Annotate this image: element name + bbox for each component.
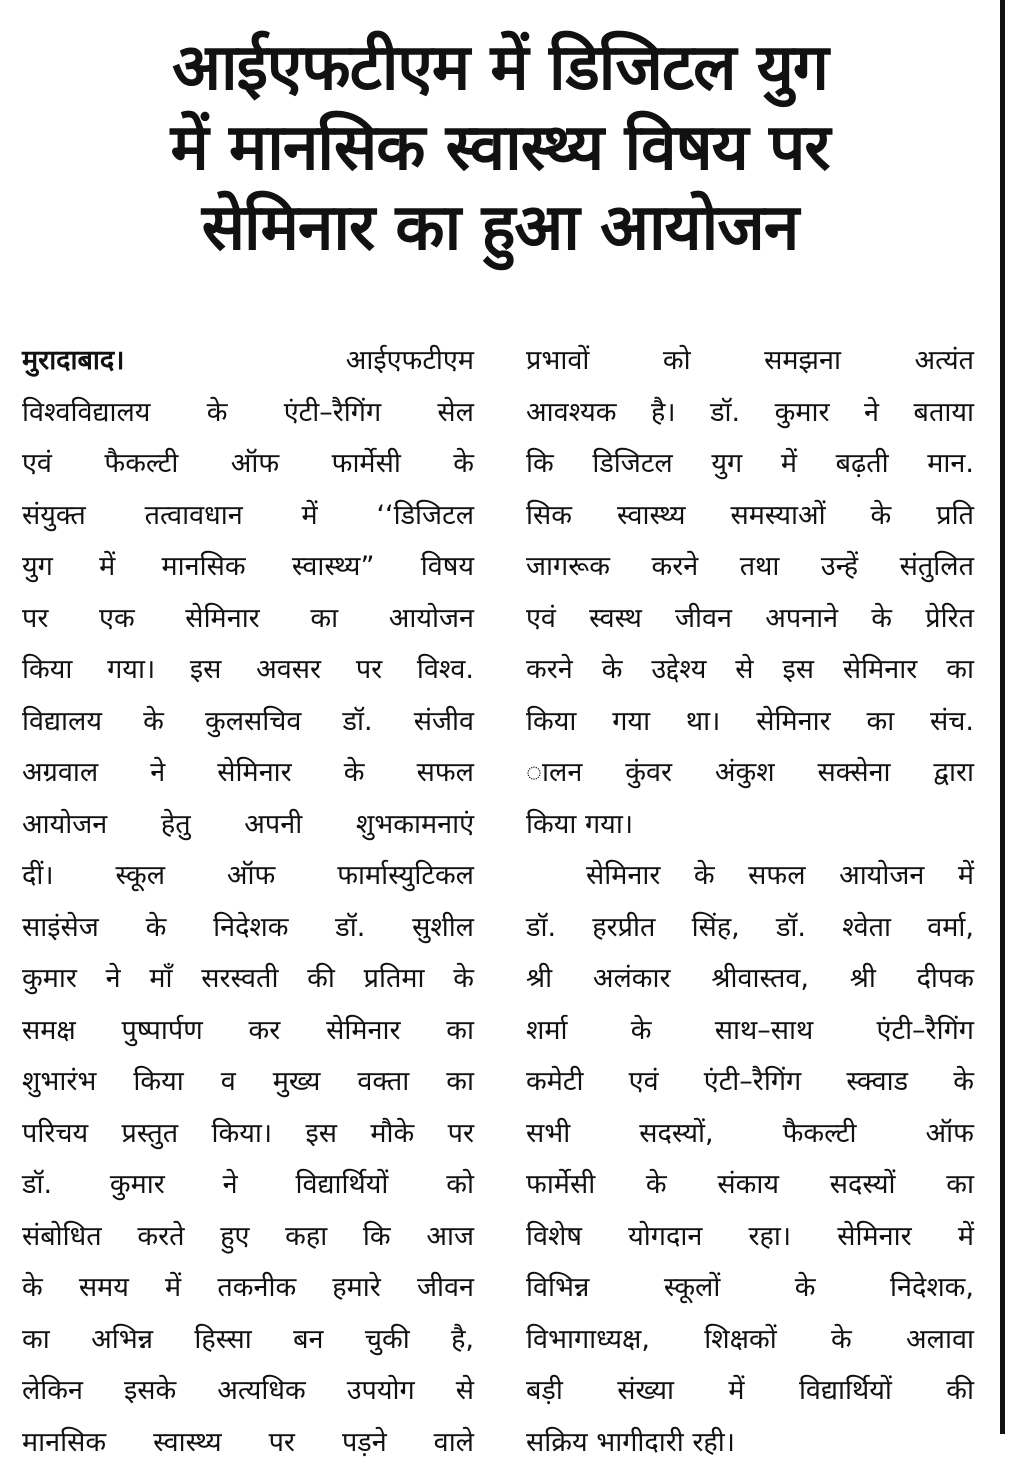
body-line: डॉ. कुमार ने विद्यार्थियों को bbox=[22, 1159, 474, 1211]
body-line: सिक स्वास्थ्य समस्याओं के प्रति bbox=[526, 490, 974, 542]
body-text: आईएफटीएम bbox=[125, 345, 475, 376]
body-line: संयुक्त तत्वावधान में ‘‘डिजिटल bbox=[22, 490, 474, 542]
body-line: सभी सदस्यों, फैकल्टी ऑफ bbox=[526, 1108, 974, 1160]
body-line: परिचय प्रस्तुत किया। इस मौके पर bbox=[22, 1108, 474, 1160]
dateline: मुरादाबाद। bbox=[22, 345, 125, 376]
body-line: कमेटी एवं एंटी–रैगिंग स्क्वाड के bbox=[526, 1056, 974, 1108]
body-line: विभागाध्यक्ष, शिक्षकों के अलावा bbox=[526, 1314, 974, 1366]
body-line: किया गया। bbox=[526, 799, 974, 851]
body-line: श्री अलंकार श्रीवास्तव, श्री दीपक bbox=[526, 953, 974, 1005]
body-line: करने के उद्देश्य से इस सेमिनार का bbox=[526, 644, 974, 696]
body-line: लेकिन इसके अत्यधिक उपयोग से bbox=[22, 1365, 474, 1417]
body-line: का अभिन्न हिस्सा बन चुकी है, bbox=[22, 1314, 474, 1366]
body-line: किया गया। इस अवसर पर विश्व. bbox=[22, 644, 474, 696]
body-line: बड़ी संख्या में विद्यार्थियों की bbox=[526, 1365, 974, 1417]
body-line: मानसिक स्वास्थ्य पर पड़ने वाले bbox=[22, 1417, 474, 1468]
body-line: कि डिजिटल युग में बढ़ती मान. bbox=[526, 438, 974, 490]
headline-line: सेमिनार का हुआ आयोजन bbox=[20, 188, 980, 268]
body-line: जागरूक करने तथा उन्हें संतुलित bbox=[526, 541, 974, 593]
body-line: विश्वविद्यालय के एंटी–रैगिंग सेल bbox=[22, 387, 474, 439]
body-line: ालन कुंवर अंकुश सक्सेना द्वारा bbox=[526, 747, 974, 799]
body-line bbox=[22, 335, 474, 387]
body-line: आयोजन हेतु अपनी शुभकामनाएं bbox=[22, 799, 474, 851]
body-line: संबोधित करते हुए कहा कि आज bbox=[22, 1211, 474, 1263]
body-line: युग में मानसिक स्वास्थ्य” विषय bbox=[22, 541, 474, 593]
column-rule bbox=[1000, 0, 1005, 1434]
body-line: साइंसेज के निदेशक डॉ. सुशील bbox=[22, 902, 474, 954]
body-line: के समय में तकनीक हमारे जीवन bbox=[22, 1262, 474, 1314]
body-line: कुमार ने माँ सरस्वती की प्रतिमा के bbox=[22, 953, 474, 1005]
body-line: एवं स्वस्थ जीवन अपनाने के प्रेरित bbox=[526, 593, 974, 645]
body-line: पर एक सेमिनार का आयोजन bbox=[22, 593, 474, 645]
body-line: प्रभावों को समझना अत्यंत bbox=[526, 335, 974, 387]
body-line: एवं फैकल्टी ऑफ फार्मेसी के bbox=[22, 438, 474, 490]
left-column bbox=[22, 335, 474, 1425]
body-line: शुभारंभ किया व मुख्य वक्ता का bbox=[22, 1056, 474, 1108]
headline bbox=[20, 28, 980, 268]
body-line: आवश्यक है। डॉ. कुमार ने बताया bbox=[526, 387, 974, 439]
body-line: किया गया था। सेमिनार का संच. bbox=[526, 696, 974, 748]
body-line: समक्ष पुष्पार्पण कर सेमिनार का bbox=[22, 1005, 474, 1057]
headline-line: आईएफटीएम में डिजिटल युग bbox=[20, 28, 980, 108]
body-line: सेमिनार के सफल आयोजन में bbox=[526, 850, 974, 902]
right-column bbox=[526, 335, 974, 1425]
body-line: डॉ. हरप्रीत सिंह, डॉ. श्वेता वर्मा, bbox=[526, 902, 974, 954]
body-line: शर्मा के साथ–साथ एंटी–रैगिंग bbox=[526, 1005, 974, 1057]
body-line: दीं। स्कूल ऑफ फार्मास्युटिकल bbox=[22, 850, 474, 902]
body-line: विद्यालय के कुलसचिव डॉ. संजीव bbox=[22, 696, 474, 748]
body-line: विशेष योगदान रहा। सेमिनार में bbox=[526, 1211, 974, 1263]
headline-line: में मानसिक स्वास्थ्य विषय पर bbox=[20, 108, 980, 188]
body-line: फार्मेसी के संकाय सदस्यों का bbox=[526, 1159, 974, 1211]
body-line: विभिन्न स्कूलों के निदेशक, bbox=[526, 1262, 974, 1314]
body-line: सक्रिय भागीदारी रही। bbox=[526, 1417, 974, 1468]
body-line: अग्रवाल ने सेमिनार के सफल bbox=[22, 747, 474, 799]
